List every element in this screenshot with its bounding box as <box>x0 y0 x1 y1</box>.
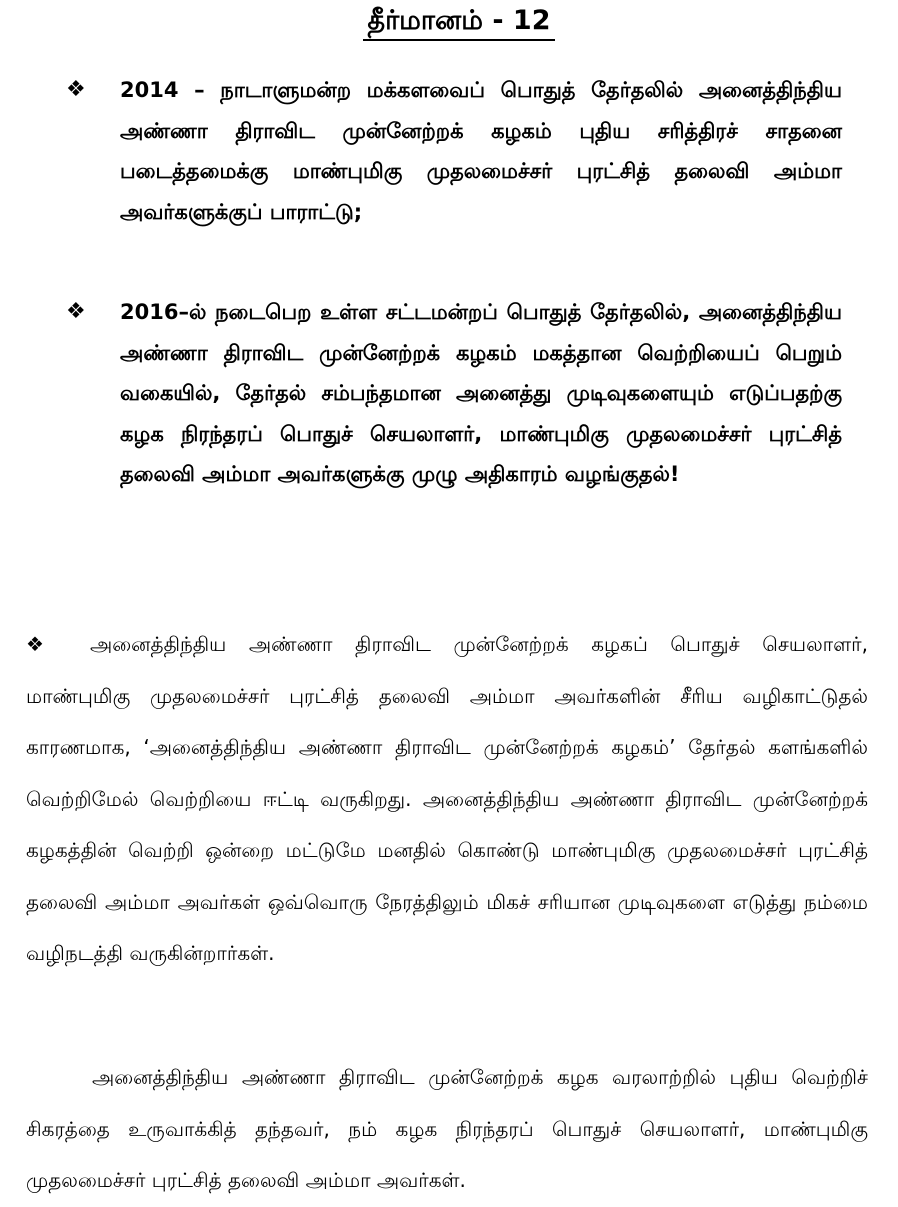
resolution-item-text: 2014 – நாடாளுமன்ற மக்களவைப் பொதுத் தேர்தலில் அனைத்திந்திய அண்ணா திராவிட முன்னேற்றக் கழகம் புதிய சரித்திரச் சாதனை படைத்தமைக்கு மாண்புமிகு முதலமைச்சர் புரட்சித் தலைவி அம்மா அவர்களுக்குப் பாராட்டு; <box>120 78 842 224</box>
diamond-bullet-icon: ❖ <box>66 299 86 324</box>
paragraph-text: அனைத்திந்திய அண்ணா திராவிட முன்னேற்றக் கழகப் பொதுச் செயலாளர், மாண்புமிகு முதலமைச்சர் புரட்சித் தலைவி அம்மா அவர்களின் சீரிய வழிகாட்டுதல் காரணமாக, ‘அனைத்திந்திய அண்ணா திராவிட முன்னேற்றக் கழகம்’ தேர்தல் களங்களில் வெற்றிமேல் வெற்றியை ஈட்டி வருகிறது. அனைத்திந்திய அண்ணா திராவிட முன்னேற்றக் கழகத்தின் வெற்றி ஒன்றை மட்டுமே மனதில் கொண்டு மாண்புமிகு முதலமைச்சர் புரட்சித் தலைவி அம்மா அவர்கள் ஒவ்வொரு நேரத்திலும் மிகச் சரியான முடிவுகளை எடுத்து நம்மை வழிநடத்தி வருகின்றார்கள். <box>26 632 868 965</box>
paragraph-text: அனைத்திந்திய அண்ணா திராவிட முன்னேற்றக் கழக வரலாற்றில் புதிய வெற்றிச் சிகரத்தை உருவாக்கித் தந்தவர், நம் கழக நிரந்தரப் பொதுச் செயலாளர், மாண்புமிகு முதலமைச்சர் புரட்சித் தலைவி அம்மா அவர்கள். <box>26 1065 868 1192</box>
body-paragraph-1 <box>26 619 868 980</box>
body-paragraph-2 <box>26 1052 868 1207</box>
resolution-title-text: தீர்மானம் - 12 <box>363 4 554 41</box>
diamond-bullet-icon: ❖ <box>66 77 86 102</box>
resolution-item-text: 2016–ல் நடைபெற உள்ள சட்டமன்றப் பொதுத் தேர்தலில், அனைத்திந்திய அண்ணா திராவிட முன்னேற்றக் கழகம் மகத்தான வெற்றியைப் பெறும் வகையில், தேர்தல் சம்பந்தமான அனைத்து முடிவுகளையும் எடுப்பதற்கு கழக நிரந்தரப் பொதுச் செயலாளர், மாண்புமிகு முதலமைச்சர் புரட்சித் தலைவி அம்மா அவர்களுக்கு முழு அதிகாரம் வழங்குதல்! <box>120 300 842 486</box>
diamond-bullet-icon: ❖ <box>26 632 44 656</box>
resolution-title <box>0 4 898 41</box>
